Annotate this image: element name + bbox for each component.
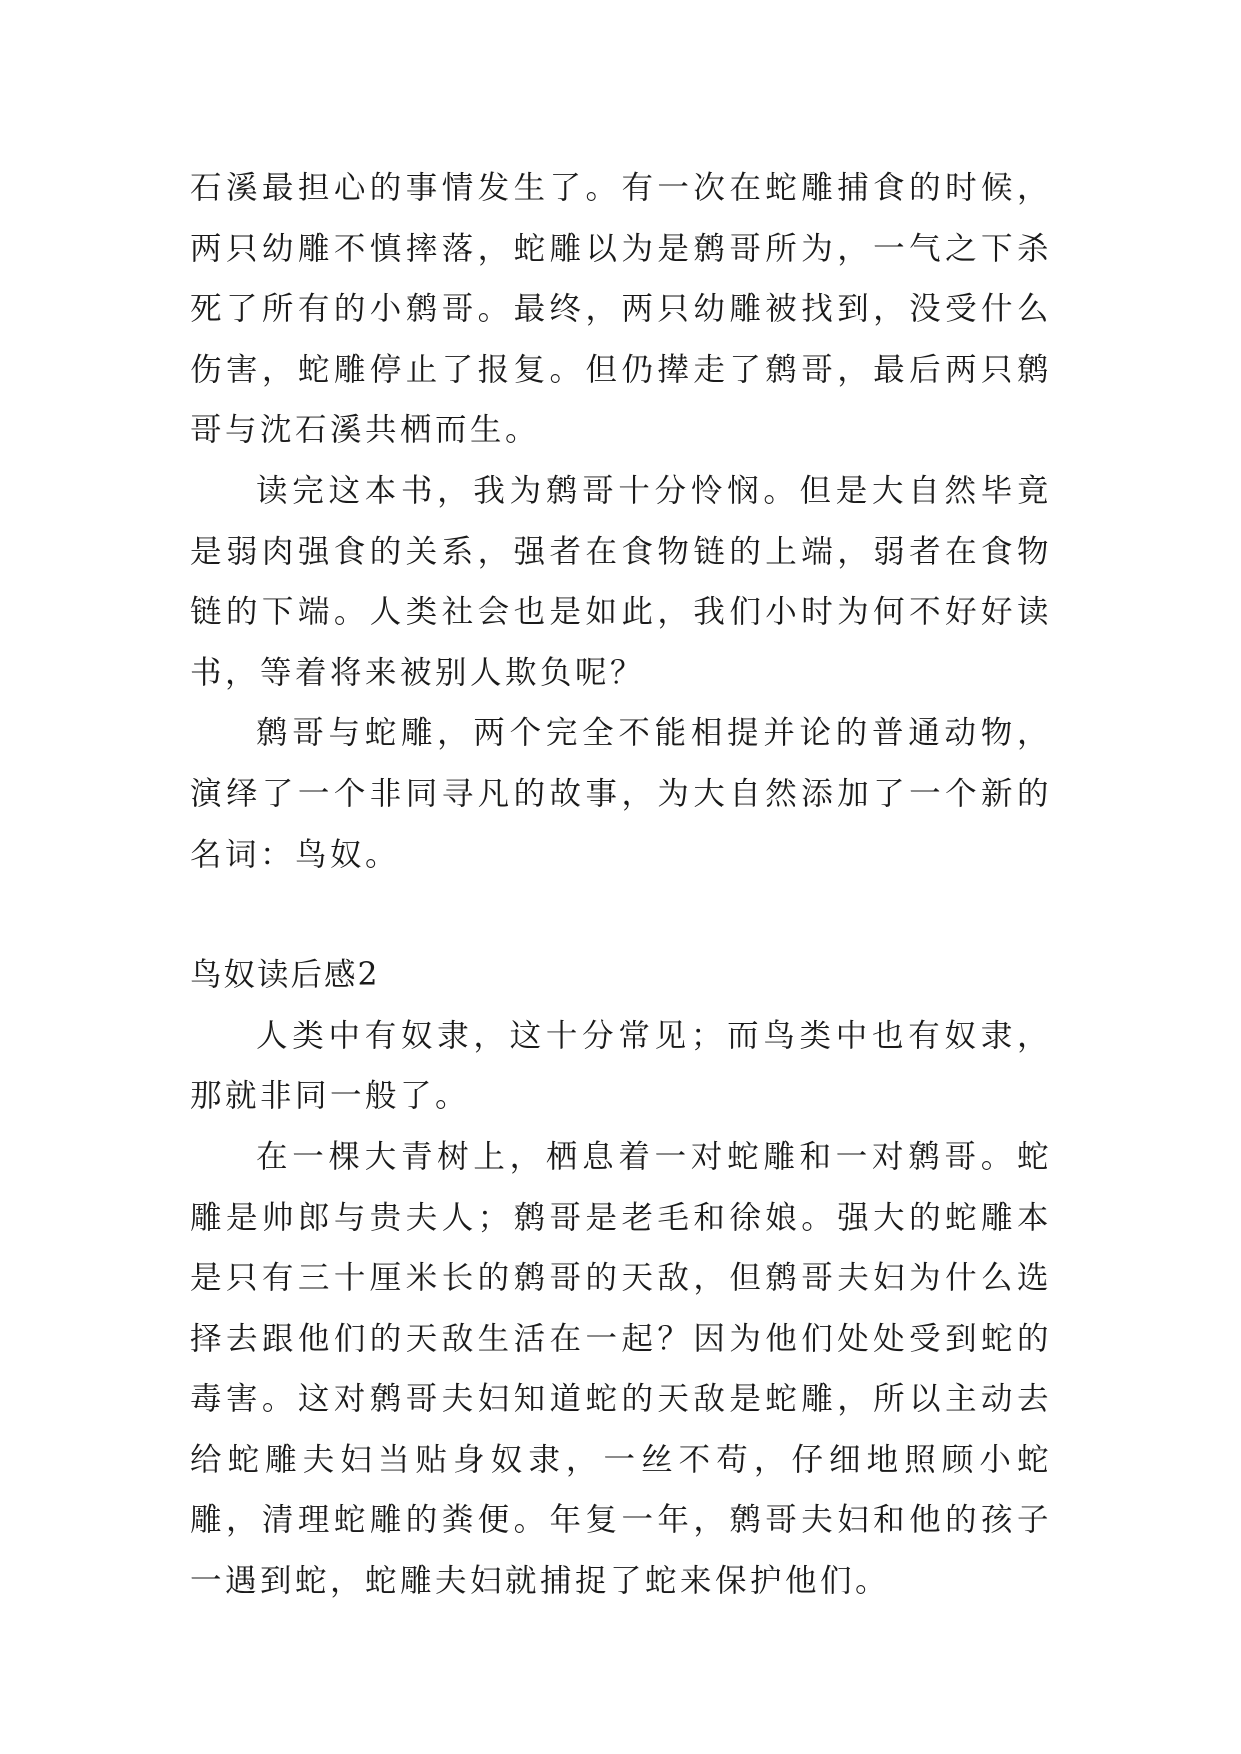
section-title: 鸟奴读后感2: [190, 957, 380, 994]
paragraph-reflection: 读完这本书，我为鹩哥十分怜悯。但是大自然毕竟是弱肉强食的关系，强者在食物链的上端，弱者在食物链的下端。人类社会也是如此，我们小时为何不好好读书，等着将来被别人欺负呢？: [190, 472, 1052, 691]
document-page: [190, 158, 1052, 1612]
paragraph-story: 在一棵大青树上，栖息着一对蛇雕和一对鹩哥。蛇雕是帅郎与贵夫人；鹩哥是老毛和徐娘。强大的蛇雕本是只有三十厘米长的鹩哥的天敌，但鹩哥夫妇为什么选择去跟他们的天敌生活在一起？因为他们处处受到蛇的毒害。这对鹩哥夫妇知道蛇的天敌是蛇雕，所以主动去给蛇雕夫妇当贴身奴隶，一丝不苟，仔细地照顾小蛇雕，清理蛇雕的粪便。年复一年，鹩哥夫妇和他的孩子一遇到蛇，蛇雕夫妇就捕捉了蛇来保护他们。: [190, 1138, 1052, 1600]
paragraph-conclusion: 鹩哥与蛇雕，两个完全不能相提并论的普通动物，演绎了一个非同寻凡的故事，为大自然添加了一个新的名词：鸟奴。: [190, 715, 1052, 873]
paragraph-intro: 人类中有奴隶，这十分常见；而鸟类中也有奴隶，那就非同一般了。: [190, 1017, 1052, 1115]
paragraph-continuation: 石溪最担心的事情发生了。有一次在蛇雕捕食的时候，两只幼雕不慎摔落，蛇雕以为是鹩哥所为，一气之下杀死了所有的小鹩哥。最终，两只幼雕被找到，没受什么伤害，蛇雕停止了报复。但仍撵走了鹩哥，最后两只鹩哥与沈石溪共栖而生。: [190, 170, 1052, 449]
